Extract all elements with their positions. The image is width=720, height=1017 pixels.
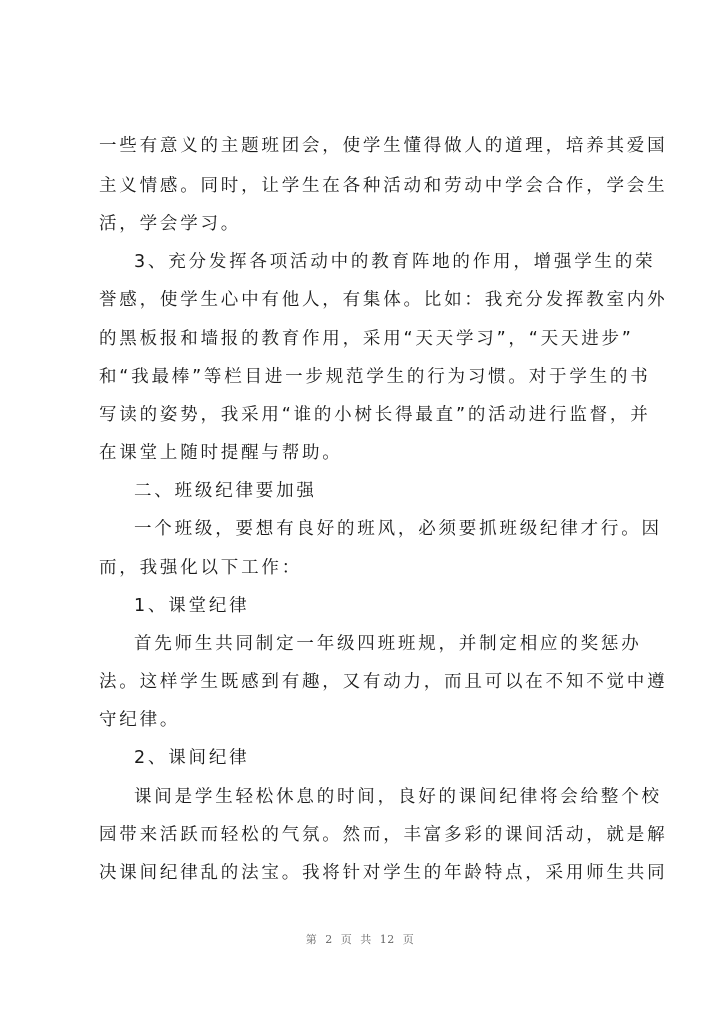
text-line: 主义情感。同时，让学生在各种活动和劳动中学会合作，学会生	[99, 176, 668, 196]
text-line: 而，我强化以下工作：	[99, 558, 302, 578]
text-line: 法。这样学生既感到有趣，又有动力，而且可以在不知不觉中遵	[99, 672, 668, 692]
text-line: 的黑板报和墙报的教育作用，采用“天天学习”，“天天进步”	[99, 329, 634, 349]
text-line: 一些有意义的主题班团会，使学生懂得做人的道理，培养其爱国	[99, 136, 668, 156]
page-number: 第 2 页 共 12 页	[305, 933, 415, 946]
section-heading: 二、班级纪律要加强	[134, 481, 317, 501]
text-line: 3、充分发挥各项活动中的教育阵地的作用，增强学生的荣	[134, 252, 656, 272]
text-line: 活，学会学习。	[99, 214, 242, 234]
text-line: 守纪律。	[99, 710, 181, 730]
text-line: 决课间纪律乱的法宝。我将针对学生的年龄特点，采用师生共同	[99, 863, 668, 883]
text-line: 在课堂上随时提醒与帮助。	[99, 443, 343, 463]
subsection-heading: 1、课堂纪律	[134, 596, 250, 616]
text-line: 写读的姿势，我采用“谁的小树长得最直”的活动进行监督，并	[99, 405, 651, 425]
subsection-heading: 2、课间纪律	[134, 748, 250, 768]
text-line: 课间是学生轻松休息的时间，良好的课间纪律将会给整个校	[134, 787, 662, 807]
text-line: 一个班级，要想有良好的班风，必须要抓班级纪律才行。因	[134, 519, 662, 539]
text-line: 园带来活跃而轻松的气氛。然而，丰富多彩的课间活动，就是解	[99, 825, 668, 845]
text-line: 和“我最棒”等栏目进一步规范学生的行为习惯。对于学生的书	[99, 367, 651, 387]
text-line: 首先师生共同制定一年级四班班规，并制定相应的奖惩办	[134, 634, 642, 654]
text-line: 誉感，使学生心中有他人，有集体。比如：我充分发挥教室内外	[99, 290, 668, 310]
